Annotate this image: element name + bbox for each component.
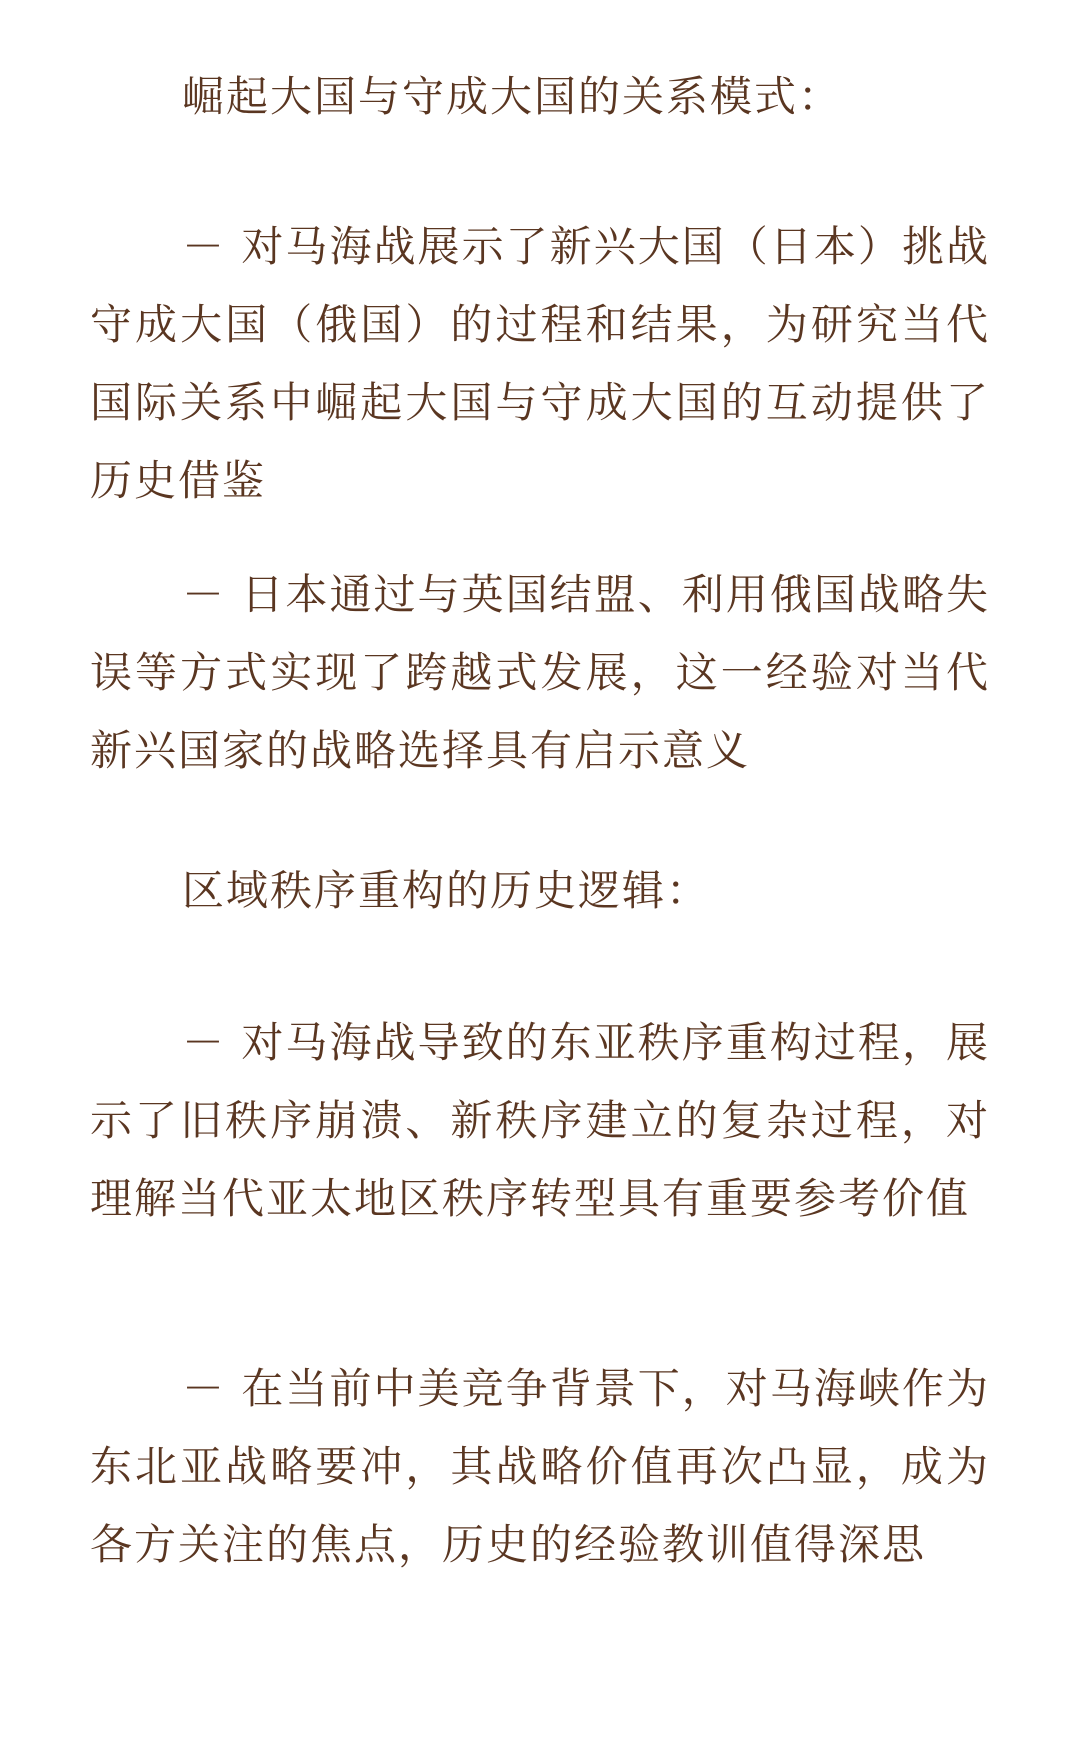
section-heading-rising-vs-established-powers: 崛起大国与守成大国的关系模式： (182, 72, 843, 121)
paragraph-japan-alliance-strategy: － 日本通过与英国结盟、利用俄国战略失误等方式实现了跨越式发展，这一经验对当代新兴国家的战略选择具有启示意义 (90, 570, 990, 775)
paragraph-tsushima-japan-vs-russia: － 对马海战展示了新兴大国（日本）挑战守成大国（俄国）的过程和结果，为研究当代国际关系中崛起大国与守成大国的互动提供了历史借鉴 (90, 222, 990, 505)
section-heading-regional-order-logic: 区域秩序重构的历史逻辑： (182, 866, 711, 915)
paragraph-tsushima-strait-strategic-value: － 在当前中美竞争背景下，对马海峡作为东北亚战略要冲，其战略价值再次凸显，成为各方关注的焦点，历史的经验教训值得深思 (90, 1364, 990, 1569)
paragraph-east-asia-order-reconstruction: － 对马海战导致的东亚秩序重构过程，展示了旧秩序崩溃、新秩序建立的复杂过程，对理解当代亚太地区秩序转型具有重要参考价值 (90, 1018, 990, 1223)
